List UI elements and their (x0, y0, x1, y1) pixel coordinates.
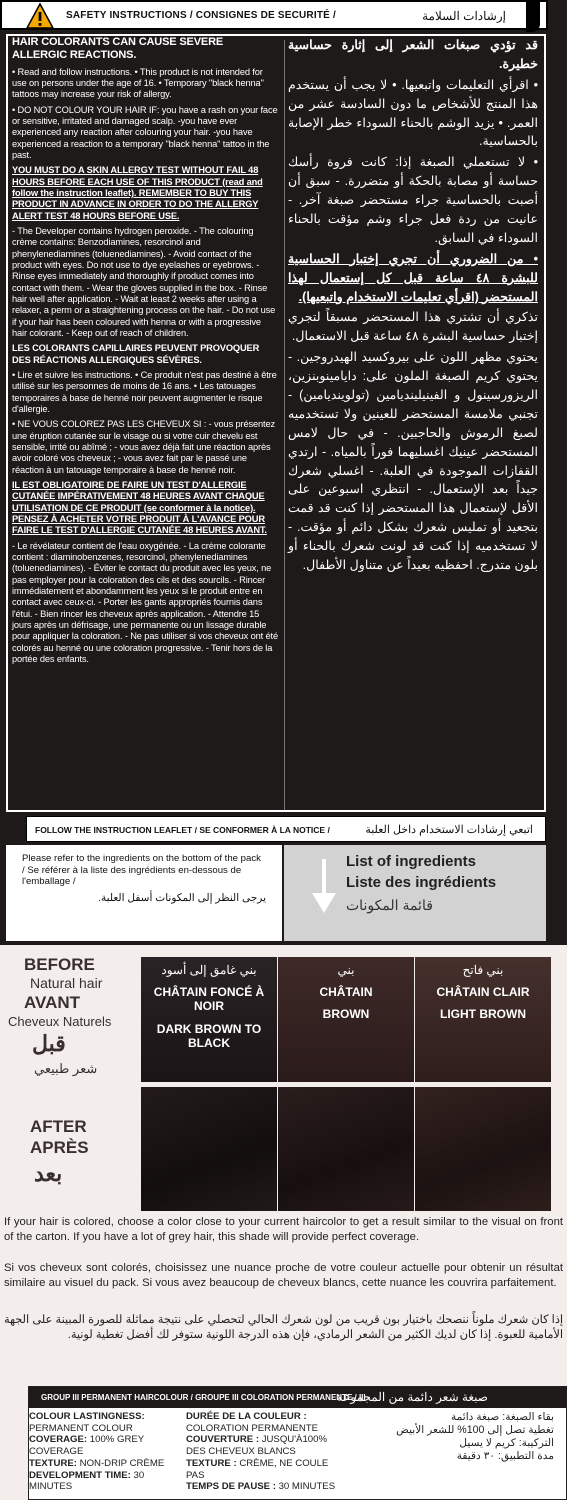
french-paragraph: LES COLORANTS CAPILLAIRES PEUVENT PROVOQUER DES RÉACTIONS ALLERGIQUES SÉVÈRES. (12, 343, 260, 365)
arabic-paragraph: • من الضروري أن تجري إختبار الحساسية للبشرة ٤٨ ساعة قبل كل إستعمال لهذا المستحضر (اقرأي تعليمات الاستخدام واتبعيها). (288, 251, 538, 304)
ingredients-label-fr: Liste des ingrédients (346, 874, 497, 891)
shade-name-en: BROWN (322, 1007, 370, 1022)
group-header-ar: صبغة شعر دائمة من المجموعة (336, 1390, 488, 1404)
safety-text-box (6, 34, 546, 812)
group-detail-row-ar: تغطية تصل إلى 100% للشعر الأبيض (396, 1423, 554, 1436)
result-swatch-light-brown (415, 1087, 551, 1211)
header-corner (526, 2, 540, 32)
shade-name-en: DARK BROWN TO BLACK (156, 1021, 262, 1051)
group-detail-row (29, 1458, 179, 1470)
arabic-paragraph: • لا تستعملي الصبغة إذا: كانت فروة رأسك حساسة أو مصابة بالحكة أو متضررة. - سبق أن أصبت بالحساسية جراء مستحضر صبغة آخر. - عانيت من ردة فعل جراء وشم مؤقت بالحناء السوداء في السابق. (288, 155, 538, 245)
group-detail-value: 100% GREY COVERAGE (29, 1434, 144, 1458)
group-detail-value: JUSQU'À100% DES CHEVEUX BLANCS (186, 1434, 327, 1458)
french-paragraph: • Lire et suivre les instructions. • Ce produit n'est pas destiné à être utilisé sur les personnes de moins de 16 ans. • Les tatouages temporaires à base de henné noir peuvent augmenter le risque d'allergie. (12, 370, 277, 414)
french-paragraph: IL EST OBLIGATOIRE DE FAIRE UN TEST D'ALLERGIE CUTANÉE IMPÉRATIVEMENT 48 HEURES AVANT CHAQUE UTILISATION DE CE PRODUIT (se conformer à la notice). PENSEZ À ACHETER VOTRE PRODUIT À L'AVANCE POUR FAIRE LE TEST D'ALLERGIE CUTANÉE 48 HEURES AVANT. (12, 479, 267, 536)
follow-leaflet-ar: اتبعي إرشادات الاستخدام داخل العلبة (365, 824, 533, 836)
safety-title-ar: إرشادات السلامة (422, 9, 506, 23)
group-details-ar (374, 1411, 554, 1463)
before-label-ar: قبل (32, 1031, 66, 1056)
result-swatch-dark-brown-to-black (141, 1087, 277, 1211)
refer-text: Please refer to the ingredients on the bottom of the pack / Se référer à la liste des ingrédients en-dessous de l'emballage / (22, 853, 261, 887)
group-detail-value: PERMANENT COLOUR (29, 1422, 133, 1434)
group-detail-row-ar: التركيبة: كريم لا يسيل (459, 1436, 554, 1449)
group-detail-value: 30 MINUTES (29, 1469, 145, 1493)
shade-section (0, 945, 567, 1500)
group-detail-label: TEXTURE: (29, 1457, 77, 1469)
group-detail-label: COLOUR LASTINGNESS: (29, 1411, 145, 1422)
ingredients-label-en: List of ingredients (346, 853, 477, 870)
arrow-down-icon (310, 859, 338, 915)
group-detail-label: TEMPS DE PAUSE : (186, 1481, 276, 1493)
warning-icon (26, 2, 54, 30)
group-details-en (29, 1411, 179, 1493)
after-label-ar: بعد (34, 1161, 63, 1186)
before-label-en: BEFORE (24, 955, 95, 974)
before-sub-fr: Cheveux Naturels (8, 1014, 112, 1029)
group-detail-label: COUVERTURE : (186, 1434, 260, 1446)
after-label-fr: APRÈS (30, 1138, 89, 1157)
group-info-box (28, 1386, 567, 1500)
group-detail-row (29, 1434, 179, 1457)
shade-name-ar: بني غامق إلى أسود (161, 963, 257, 977)
group-detail-row (29, 1411, 179, 1434)
arabic-paragraph: يحتوي مظهر اللون على بيروكسيد الهيدروجين. - يحتوي كريم الصبغة الملون على: دايامينوبنزين، الريزورسينول و الفينيلينديامين (تولوينديامين) - تجنبي ملامسة المستحضر للعينين ولا تستخدميه لصبغ الرموش والحاجبين. - في حال لامس المستحضر عينيك اغسليهما فوراً بالمياه. - ارتدي القفازات الموجودة في العلبة. - اغسلي شعرك جيداً بعد الإستعمال. - انتظري اسبوعين على الأقل لإستعمال هذا المستحضر إذا كنت قد قمت بتجعيد أو تمليس شعرك بشكل دائم أو مؤقت. - لا تستخدميه إذا كنت قد لونت شعرك بالحناء أو بلون متدرج. احفظيه بعيداً عن متناول الأطفال. (288, 350, 538, 573)
ingredients-label-ar: قائمة المكونات (346, 897, 433, 913)
shade-swatch-light-brown (415, 957, 551, 1082)
follow-leaflet-en: FOLLOW THE INSTRUCTION LEAFLET / SE CONFORMER À LA NOTICE / (35, 825, 330, 835)
group-detail-row-ar: مدة التطبيق: ٣٠ دقيقة (456, 1449, 554, 1462)
english-paragraph: YOU MUST DO A SKIN ALLERGY TEST WITHOUT FAIL 48 HOURS BEFORE EACH USE OF THIS PRODUCT (read and follow the instruction leaflet). REMEMBER TO BUY THIS PRODUCT IN ADVANCE IN ORDER TO DO THE ALLERGY ALERT TEST 48 HOURS BEFORE USE. (12, 165, 263, 221)
group-detail-label: DEVELOPMENT TIME: (29, 1469, 131, 1481)
shade-name-ar: بني فاتح (462, 963, 504, 977)
note-en: If your hair is colored, choose a color close to your current haircolor to get a result similar to the visual on front of the carton. If you have a lot of grey hair, this shade will provide perfect coverage. (4, 1216, 563, 1244)
before-sub-ar: شعر طبيعي (34, 1061, 98, 1076)
shade-name-fr: CHÂTAIN CLAIR (436, 985, 530, 999)
shade-swatch-dark-brown-to-black (141, 957, 277, 1082)
warnings-ar (288, 36, 538, 577)
english-paragraph: • DO NOT COLOUR YOUR HAIR IF: you have a rash on your face or sensitive, irritated and damaged scalp. -you have ever experienced any reaction after colouring your hair. -you have experienced a reaction to a temporary "black henna" tattoo in the past. (12, 104, 278, 161)
english-paragraph: HAIR COLORANTS CAN CAUSE SEVERE ALLERGIC REACTIONS. (12, 36, 224, 62)
group-details-fr (186, 1411, 336, 1493)
shade-name-fr: CHÂTAIN (319, 985, 373, 999)
group-detail-row (186, 1481, 336, 1493)
ingredients-pointer (284, 845, 546, 941)
french-paragraph: - Le révélateur contient de l'eau oxygénée. - La crème colorante contient : diaminobenzenes, resorcinol, phenylenediamines (toluenediamines). - Éviter le contact du produit avec les yeux, ne pas employer pour la coloration des cils et des sourcils. - Rincer immédiatement et abondamment les yeux si le produit entre en contact avec ceux-ci. - Porter les gants appropriés fournis dans l'étui. - Bien rincer les cheveux après application. - Attendre 15 jours après un défrisage, une permanente ou un lissage durable pour appliquer la coloration. - Ne pas utiliser si vos cheveux ont été colorés au henné ou une coloration progressive. - Tenir hors de la portée des enfants. (12, 540, 278, 664)
refer-text-ar: يرجى النظر إلى المكونات أسفل العلبة. (98, 891, 266, 904)
group-detail-value: NON-DRIP CRÈME (79, 1457, 165, 1469)
warnings-en-fr (12, 36, 278, 669)
before-label-fr: AVANT (24, 993, 81, 1012)
before-sub-en: Natural hair (30, 975, 103, 991)
shade-swatch-brown (278, 957, 414, 1082)
group-detail-value: 30 MINUTES (278, 1481, 336, 1493)
group-detail-row (186, 1411, 336, 1434)
group-detail-label: COVERAGE: (29, 1434, 88, 1446)
group-detail-row (186, 1458, 336, 1481)
shade-name-en: LIGHT BROWN (440, 1007, 526, 1022)
group-header (29, 1387, 567, 1408)
shade-name-ar: بني (337, 963, 355, 977)
shade-name-fr: CHÂTAIN FONCÉ À NOIR (153, 985, 265, 1014)
french-paragraph: • NE VOUS COLOREZ PAS LES CHEVEUX SI : - vous présentez une éruption cutanée sur le visage ou si votre cuir chevelu est sensible, irrité ou abîmé ; - vous avez déjà fait une réaction après avoir coloré vos cheveux ; - vous avez fait par le passé une réaction à un tatouage temporaire à base de henné noir. (12, 419, 275, 475)
english-paragraph: • Read and follow instructions. • This product is not intended for use on persons under the age of 16. • Temporary "black henna" tattoos may increase your risk of allergy. (12, 66, 264, 100)
group-detail-label: TEXTURE : (186, 1457, 237, 1469)
follow-leaflet-banner (26, 816, 546, 842)
ingredients-reference (6, 845, 282, 941)
safety-title-en: SAFETY INSTRUCTIONS / CONSIGNES DE SECURITÉ / (66, 10, 336, 21)
safety-header (0, 0, 548, 30)
english-paragraph: - The Developer contains hydrogen peroxide. - The colouring crème contains: Benzodiamines, resorcinol and phenylenediamines (toluenediamines). - Avoid contact of the product with eyes. Do not use to dye eyelashes or eyebrows. - Rinse eyes immediately and thoroughly if product comes into contact with them. - Wear the gloves supplied in the box. - Rinse hair well after application. - Wait at least 2 weeks after using a relaxer, a perm or a straightening process on the hair. - Do not use if your hair has been coloured with henna or with a progressive hair colorant. - Keep out of reach of children. (12, 226, 276, 339)
group-detail-row (29, 1470, 179, 1493)
group-header-en: GROUP III PERMANENT HAIRCOLOUR / GROUPE III COLORATION PERMANENTE / III (41, 1393, 366, 1402)
column-divider (284, 40, 285, 810)
group-detail-label: DURÉE DE LA COULEUR : (186, 1411, 307, 1422)
arabic-paragraph: تذكري أن تشتري هذا المستحضر مسبقاً لتجري إختبار حساسية البشرة ٤٨ ساعة قبل الاستعمال. (288, 310, 538, 344)
note-fr: Si vos cheveux sont colorés, choisissez une nuance proche de votre couleur actuelle pour obtenir un résultat similaire au visuel du pack. Si vous avez beaucoup de cheveux blancs, cette nuance les couvrira parfaitement. (4, 1262, 563, 1290)
result-swatch-brown (278, 1087, 414, 1211)
arabic-paragraph: قد تؤدي صبغات الشعر إلى إثارة حساسية خطيرة. (288, 38, 538, 71)
group-detail-row (186, 1434, 336, 1457)
arabic-paragraph: • اقرأي التعليمات واتبعيها. • لا يجب أن يستخدم هذا المنتج للأشخاص ما دون السادسة عشر من العمر. • يزيد الوشم بالحناء السوداء خطر الإصابة بالحساسية. (288, 77, 538, 149)
note-ar: إذا كان شعرك ملوناً ننصحك باختيار بون قريب من لون شعرك الحالي لتحصلي على نتيجة مماثلة للصورة المبينة على الجهة الأمامية للعبوة. إذا كان لديك الكثير من الشعر الرمادي، فإن هذه الدرجة اللونية ستوفر لك أفضل تغطية لونية. (4, 1314, 563, 1342)
group-detail-value: COLORATION PERMANENTE (186, 1422, 319, 1434)
group-detail-value: CRÈME, NE COULE PAS (186, 1457, 329, 1481)
group-detail-row-ar: بقاء الصبغة: صبغة دائمة (450, 1411, 554, 1423)
after-label-en: AFTER (30, 1117, 87, 1136)
